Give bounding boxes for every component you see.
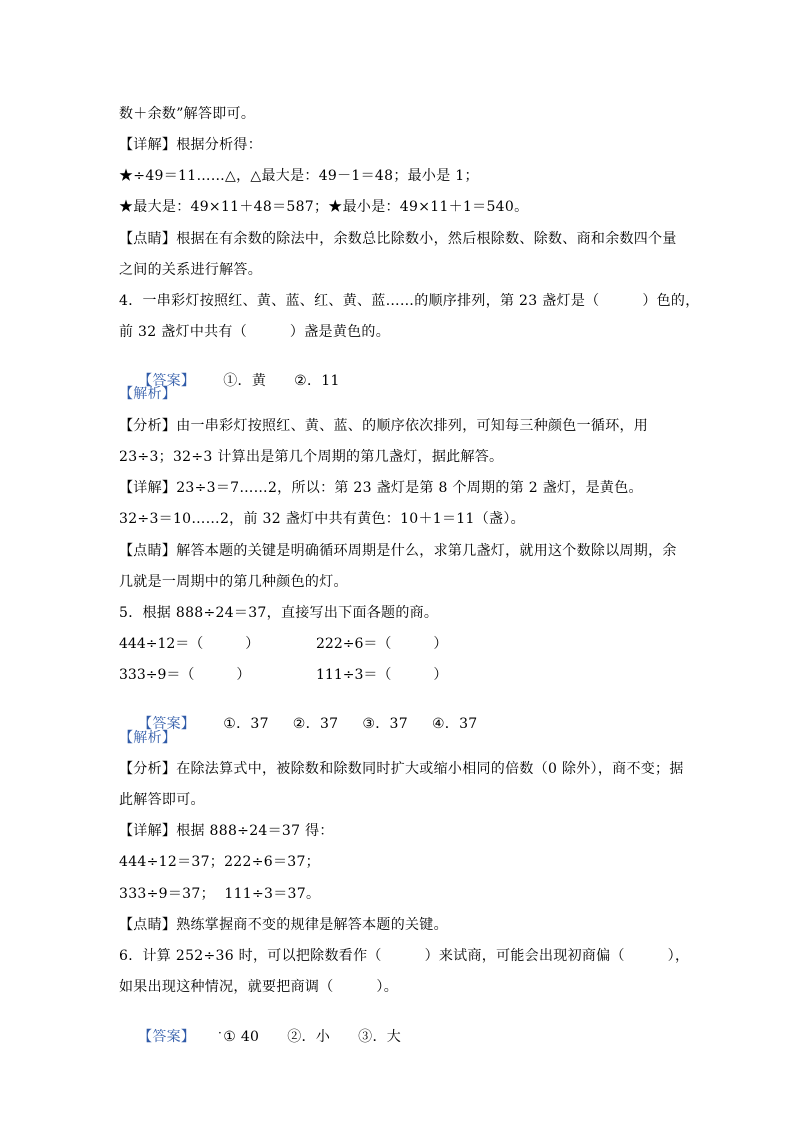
text-line: ★÷49＝11……△，△最大是：49－1＝48；最小是 1； <box>119 168 479 184</box>
answer-row-q6 <box>119 1010 401 1064</box>
detail-line: 444÷12＝37；222÷6＝37； <box>119 854 320 870</box>
answer-item: ①．37 <box>223 716 269 732</box>
text-line: 数＋余数”解答即可。 <box>119 106 256 122</box>
q5-item: 111÷3＝（ ） <box>316 667 448 683</box>
detail-line: 32÷3＝10……2，前 32 盏灯中共有黄色：10＋1＝11（盏）。 <box>119 511 525 527</box>
detail-line: 【详解】根据分析得： <box>119 137 262 153</box>
question-6-line-1: 6．计算 252÷36 时，可以把除数看作（ ）来试商，可能会出现初商偏（ ）， <box>119 948 690 964</box>
answer-item: ④．37 <box>431 716 478 732</box>
detail-line: 333÷9＝37； 111÷3＝37。 <box>119 886 321 902</box>
answer-item: ①．黄 <box>223 373 267 389</box>
analysis-line: 【分析】在除法算式中，被除数和除数同时扩大或缩小相同的倍数（0 除外），商不变；据 <box>119 761 684 777</box>
text-line: 之间的关系进行解答。 <box>119 262 262 278</box>
question-6-line-2: 如果出现这种情况，就要把商调（ ）。 <box>119 979 398 995</box>
q5-item: 333÷9＝（ ） <box>119 667 251 683</box>
analysis-line: 23÷3；32÷3 计算出是第几个周期的第几盏灯，据此解答。 <box>119 449 504 465</box>
analysis-label: 【解析】 <box>119 386 177 402</box>
stray-dot-mark: · <box>218 1026 222 1040</box>
comment-line: 【点睛】熟练掌握商不变的规律是解答本题的关键。 <box>119 917 448 933</box>
analysis-line: 此解答即可。 <box>119 792 205 808</box>
answer-label: 【答案】 <box>138 1029 196 1045</box>
question-5-line: 5．根据 888÷24＝37，直接写出下面各题的商。 <box>119 605 439 621</box>
analysis-label: 【解析】 <box>119 730 177 746</box>
q5-item: 222÷6＝（ ） <box>316 636 448 652</box>
answer-item: ②．37 <box>292 716 339 732</box>
detail-line: 【详解】根据 888÷24＝37 得： <box>119 823 334 839</box>
q5-item: 444÷12＝（ ） <box>119 636 260 652</box>
detail-line: 【详解】23÷3＝7……2，所以：第 23 盏灯是第 8 个周期的第 2 盏灯，是黄色。 <box>119 480 643 496</box>
answer-label: 【答案】 <box>138 373 196 389</box>
answer-item: ③．大 <box>358 1029 402 1045</box>
comment-line: 【点睛】根据在有余数的除法中，余数总比除数小，然后根除数、除数、商和余数四个量 <box>119 231 677 247</box>
comment-line: 几就是一周期中的第几种颜色的灯。 <box>119 574 348 590</box>
comment-line: 【点睛】解答本题的关键是明确循环周期是什么，求第几盏灯，就用这个数除以周期，余 <box>119 543 677 559</box>
analysis-line: 【分析】由一串彩灯按照红、黄、蓝、的顺序依次排列，可知每三种颜色一循环，用 <box>119 418 649 434</box>
answer-item: ②．11 <box>294 373 340 389</box>
text-line: ★最大是：49×11＋48＝587；★最小是：49×11＋1＝540。 <box>119 199 529 215</box>
question-4-line-2: 前 32 盏灯中共有（ ）盏是黄色的。 <box>119 324 391 340</box>
answer-item: ① 40 <box>223 1029 260 1045</box>
answer-item: ②．小 <box>287 1029 331 1045</box>
answer-item: ③．37 <box>362 716 408 732</box>
question-4-line-1: 4．一串彩灯按照红、黄、蓝、红、黄、蓝……的顺序排列，第 23 盏灯是（ ）色的， <box>119 293 700 309</box>
answer-label: 【答案】 <box>138 716 196 732</box>
